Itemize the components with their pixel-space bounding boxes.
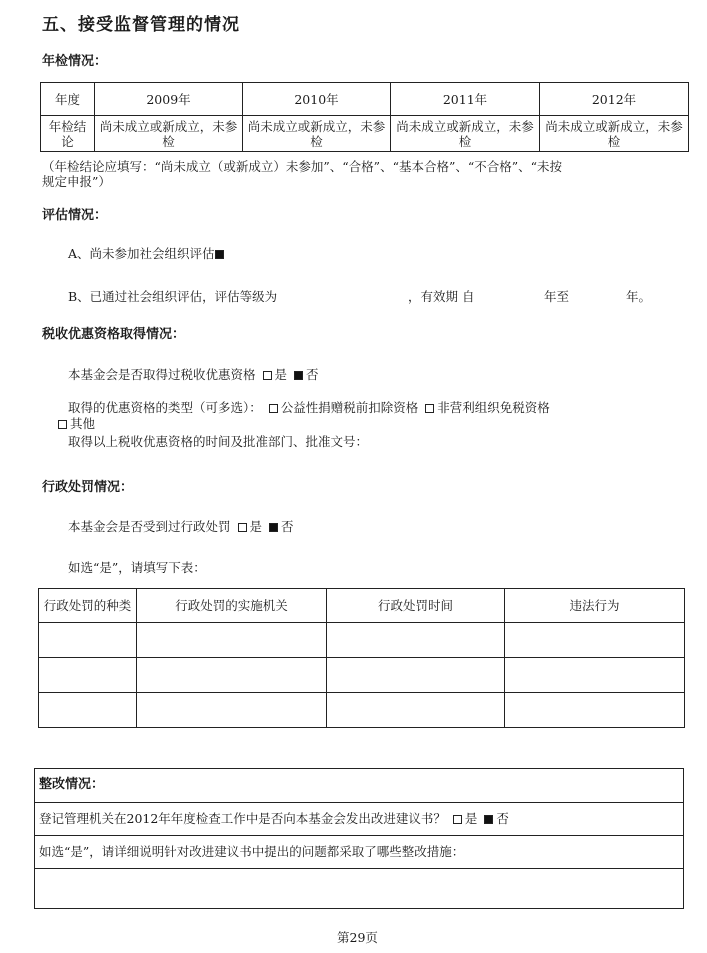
evaluation-option-a	[68, 244, 227, 262]
penalty-fill-prompt: 如选“是”，请填写下表：	[68, 560, 206, 575]
page-number: 第29页	[337, 930, 378, 945]
evaluation-option-b-valid: ，有效期 自	[408, 289, 475, 304]
table-cell[interactable]	[39, 623, 137, 658]
penalty-table	[38, 588, 685, 728]
result-cell: 尚未成立或新成立，未参检	[540, 116, 689, 152]
tax-time-line: 取得以上税收优惠资格的时间及批准部门、批准文号：	[68, 434, 369, 449]
tax-no-label: 否	[306, 367, 319, 382]
table-cell[interactable]	[39, 693, 137, 728]
evaluation-option-b-year-end: 年。	[626, 289, 652, 304]
penalty-yes-label: 是	[249, 519, 263, 534]
annual-inspection-heading: 年检情况：	[42, 54, 108, 69]
tax-types-line	[68, 398, 550, 416]
table-row	[39, 658, 685, 693]
evaluation-option-b-year-to: 年至	[544, 289, 570, 304]
checkbox-checked-icon[interactable]	[269, 523, 278, 532]
table-cell[interactable]	[505, 693, 685, 728]
inspection-note-line1: （年检结论应填写：“尚未成立（或新成立）未参加”、“合格”、“基本合格”、“不合格”、“未按	[42, 159, 563, 174]
tax-type1-label: 公益性捐赠税前扣除资格	[280, 400, 419, 415]
table-cell[interactable]	[327, 693, 505, 728]
tax-heading: 税收优惠资格取得情况：	[42, 327, 186, 342]
rectification-detail-prompt: 如选“是”，请详细说明针对改进建议书中提出的问题都采取了哪些整改措施：	[35, 836, 683, 869]
tax-type3-line	[58, 414, 95, 432]
result-row	[41, 116, 689, 152]
penalty-heading: 行政处罚情况：	[42, 480, 134, 495]
table-cell[interactable]	[327, 658, 505, 693]
checkbox-unchecked-icon[interactable]	[58, 420, 67, 429]
penalty-question: 本基金会是否受到过行政处罚	[68, 519, 231, 534]
penalty-no-label: 否	[281, 519, 294, 534]
rectification-answer-area[interactable]	[35, 869, 683, 907]
year-row	[41, 83, 689, 116]
checkbox-checked-icon[interactable]	[294, 371, 303, 380]
penalty-col-authority: 行政处罚的实施机关	[137, 589, 327, 623]
annual-inspection-table	[40, 82, 689, 152]
rectification-question: 登记管理机关在2012年年度检查工作中是否向本基金会发出改进建议书？	[39, 811, 446, 826]
penalty-question-line	[68, 517, 294, 535]
evaluation-option-a-label: A、尚未参加社会组织评估	[68, 246, 215, 261]
year-cell: 2009年	[95, 83, 243, 116]
result-header-cell: 年检结论	[41, 116, 95, 152]
year-cell: 2012年	[540, 83, 689, 116]
checkbox-unchecked-icon[interactable]	[425, 404, 434, 413]
table-row	[39, 623, 685, 658]
year-cell: 2011年	[391, 83, 540, 116]
checkbox-unchecked-icon[interactable]	[453, 815, 462, 824]
result-cell: 尚未成立或新成立，未参检	[391, 116, 540, 152]
checkbox-checked-icon[interactable]	[484, 815, 493, 824]
tax-types-prefix: 取得的优惠资格的类型（可多选）：	[68, 400, 262, 415]
rectification-yes-label: 是	[464, 811, 478, 826]
table-cell[interactable]	[137, 693, 327, 728]
table-row	[39, 693, 685, 728]
tax-type2-label: 非营利组织免税资格	[437, 400, 550, 415]
checkbox-checked-icon[interactable]	[215, 250, 224, 259]
rectification-heading: 整改情况：	[35, 769, 683, 803]
table-cell[interactable]	[39, 658, 137, 693]
tax-question: 本基金会是否取得过税收优惠资格	[68, 367, 256, 382]
result-cell: 尚未成立或新成立，未参检	[95, 116, 243, 152]
table-cell[interactable]	[505, 623, 685, 658]
evaluation-option-b	[68, 287, 277, 305]
evaluation-option-b-prefix: B、已通过社会组织评估，评估等级为	[68, 289, 278, 304]
year-cell: 2010年	[243, 83, 391, 116]
checkbox-unchecked-icon[interactable]	[269, 404, 278, 413]
section-title: 五、接受监督管理的情况	[42, 15, 240, 35]
checkbox-unchecked-icon[interactable]	[238, 523, 247, 532]
evaluation-heading: 评估情况：	[42, 208, 108, 223]
penalty-col-type: 行政处罚的种类	[39, 589, 137, 623]
inspection-note-line2: 规定申报”）	[42, 174, 111, 189]
result-cell: 尚未成立或新成立，未参检	[243, 116, 391, 152]
table-cell[interactable]	[137, 623, 327, 658]
penalty-col-violation: 违法行为	[505, 589, 685, 623]
year-header-cell: 年度	[41, 83, 95, 116]
penalty-header-row	[39, 589, 685, 623]
rectification-question-row	[35, 803, 683, 836]
rectification-no-label: 否	[496, 811, 509, 826]
rectification-box	[34, 768, 684, 909]
tax-type3-label: 其他	[70, 416, 96, 431]
penalty-col-time: 行政处罚时间	[327, 589, 505, 623]
tax-yes-label: 是	[274, 367, 288, 382]
table-cell[interactable]	[505, 658, 685, 693]
tax-question-line	[68, 365, 319, 383]
table-cell[interactable]	[137, 658, 327, 693]
table-cell[interactable]	[327, 623, 505, 658]
checkbox-unchecked-icon[interactable]	[263, 371, 272, 380]
